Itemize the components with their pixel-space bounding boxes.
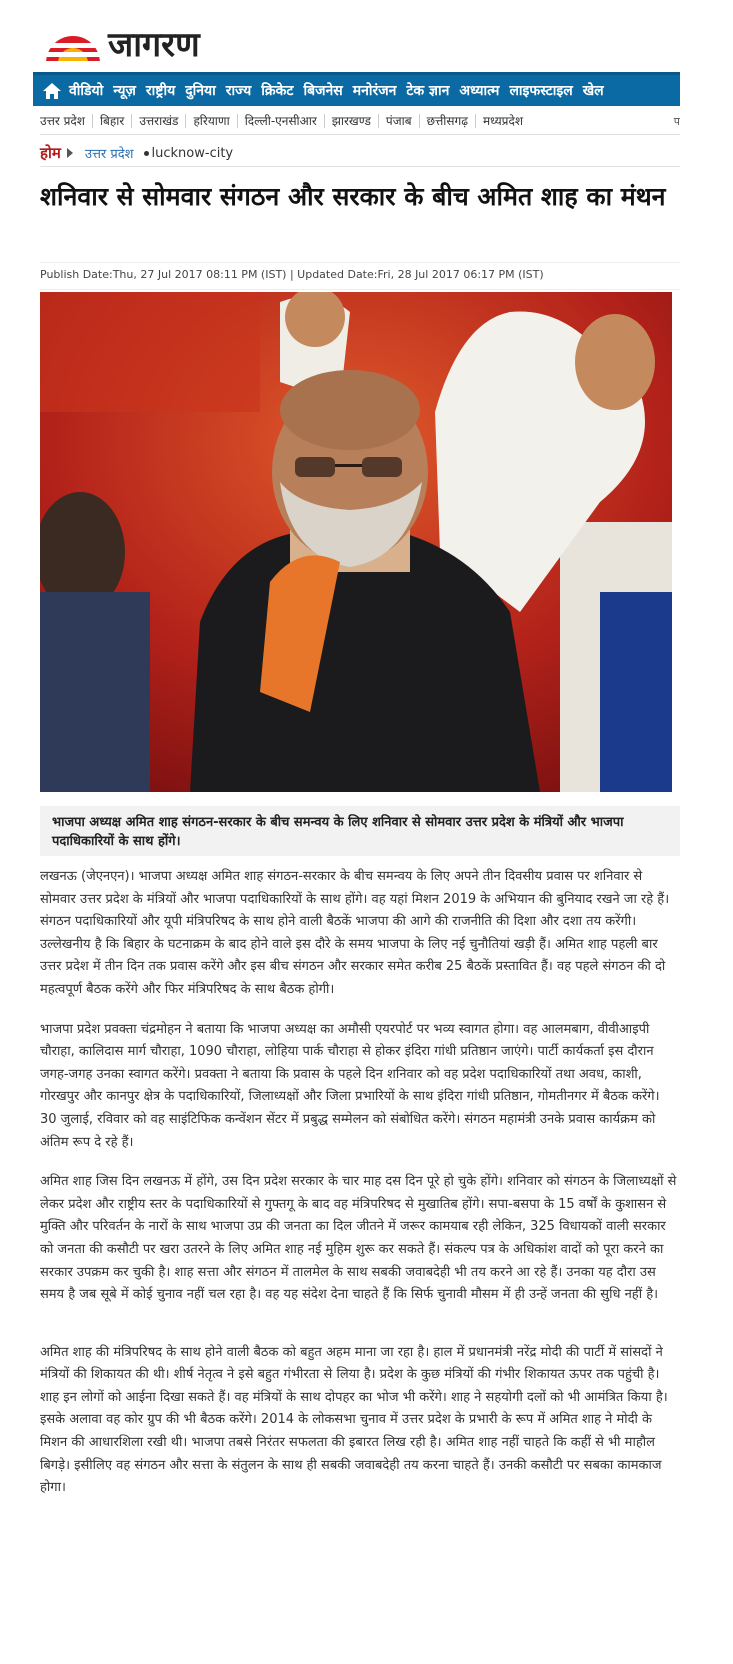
article-paragraph: लखनऊ (जेएनएन)। भाजपा अध्यक्ष अमित शाह संगठन-सरकार के बीच समन्वय के लिए अपने तीन दिवसीय प्रवास पर शनिवार से सोमवार उत्तर प्रदेश के मंत्रियों और भाजपा पदाधिकारियों के साथ होंगे। वह यहां मिशन 2019 के अभियान की बुनियाद रखने जा रहे हैं। संगठन पदाधिकारियों और यूपी मंत्रिपरिषद के साथ होने वाली बैठकें भाजपा की आगे की राजनीति की दिशा और दशा तय करेंगी। उल्लेखनीय है कि बिहार के घटनाक्रम के बाद होने वाले इस दौरे के समय भाजपा के लिए नई चुनौतियां खड़ी हैं। अमित शाह पहली बार उत्तर प्रदेश में तीन दिन तक प्रवास करेंगे और इस बीच संगठन और सरकार समेत करीब 25 बैठकें प्रस्तावित हैं। वह पहले संगठन की दो महत्वपूर्ण बैठक करेंगे और फिर मंत्रिपरिषद के साथ बैठक होगी। (40, 869, 670, 997)
publish-meta: Publish Date:Thu, 27 Jul 2017 08:11 PM (IST) | Updated Date:Fri, 28 Jul 2017 06:17 PM (IST) (40, 262, 680, 290)
nav-item[interactable]: अध्यात्म (459, 83, 500, 99)
nav-item[interactable]: न्यूज़ (113, 83, 136, 99)
breadcrumb-home[interactable]: होम (40, 144, 61, 162)
nav-item[interactable]: क्रिकेट (261, 83, 294, 99)
nav-item[interactable]: राष्ट्रीय (145, 83, 176, 99)
article-body (40, 866, 680, 1517)
article-photo (40, 292, 672, 792)
breadcrumb (40, 140, 680, 167)
article-paragraph: अमित शाह जिस दिन लखनऊ में होंगे, उस दिन प्रदेश सरकार के चार माह दस दिन पूरे हो चुके होंगे। शनिवार को संगठन के जिलाध्यक्षों से लेकर प्रदेश और राष्ट्रीय स्तर के पदाधिकारियों से गुफ्तगू के बाद वह मंत्रिपरिषद से मुखातिब होंगे। सपा-बसपा के 15 वर्षों के कुशासन से मुक्ति और परिवर्तन के नारों के साथ भाजपा उप्र की जनता का दिल जीतने में जरूर कामयाब रही लेकिन, 325 विधायकों वाली सरकार को जनता की कसौटी पर खरा उतरने के लिए अमित शाह नई मुहिम शुरू कर सकते हैं। संकल्प पत्र के अधिकांश वादों को पूरा करने का सरकार उपक्रम कर चुकी है। शाह सत्ता और संगठन में तालमेल के साथ सबकी जवाबदेही भी तय करने आ रहे हैं। उनका यह दौरा उस समय है जब सूबे में कोई चुनाव नहीं चल रहा है। वह यह संदेश देना चाहते हैं कि सिर्फ चुनावी मौसम में ही उन्हें जनता की सुधि नहीं है। (40, 1174, 677, 1303)
sun-logo-icon (40, 28, 106, 61)
state-nav-item[interactable]: उत्तर प्रदेश (40, 114, 93, 128)
photo-caption: भाजपा अध्यक्ष अमित शाह संगठन-सरकार के बीच समन्वय के लिए शनिवार से सोमवार उत्तर प्रदेश के मंत्रियों और भाजपा पदाधिकारियों के साथ होंगे। (40, 806, 680, 856)
state-nav-item[interactable]: दिल्ली-एनसीआर (238, 114, 325, 128)
state-nav-more[interactable]: प (673, 114, 680, 128)
article-paragraph: अमित शाह की मंत्रिपरिषद के साथ होने वाली बैठक को बहुत अहम माना जा रहा है। हाल में प्रधानमंत्री नरेंद्र मोदी की पार्टी में सांसदों ने मंत्रियों की शिकायत की थी। शीर्ष नेतृत्व ने इसे बहुत गंभीरता से लिया है। प्रदेश के कुछ मंत्रियों की गंभीर शिकायत ऊपर तक पहुंची है। शाह इन लोगों को आईना दिखा सकते हैं। वह मंत्रियों के साथ दोपहर का भोज भी करेंगे। शाह ने सहयोगी दलों को भी आमंत्रित किया है। इसके अलावा वह कोर ग्रुप की भी बैठक करेंगे। 2014 के लोकसभा चुनाव में उत्तर प्रदेश के प्रभारी के रूप में अमित शाह ने मोदी के मिशन की आधारशिला रखी थी। भाजपा तबसे निरंतर सफलता की इबारत लिख रही है। अमित शाह नहीं चाहते कि कहीं से भी माहौल बिगड़े। इसीलिए वह संगठन और सत्ता के संतुलन के साथ ही सबकी जवाबदेही तय करना चाहते हैं। उनकी कसौटी पर सबका कामकाज होगा। (40, 1344, 668, 1496)
home-icon[interactable] (41, 81, 63, 101)
state-nav-item[interactable]: उत्तराखंड (132, 114, 186, 128)
state-nav-item[interactable]: मध्यप्रदेश (483, 114, 524, 128)
nav-item[interactable]: बिजनेस (303, 83, 343, 99)
state-nav-item[interactable]: छत्तीसगढ़ (420, 114, 476, 128)
photo-illustration (40, 292, 672, 792)
article-title: शनिवार से सोमवार संगठन और सरकार के बीच अमित शाह का मंथन (40, 182, 666, 211)
breadcrumb-arrow-icon (67, 148, 73, 158)
nav-item[interactable]: लाइफस्टाइल (509, 83, 573, 99)
bullet-icon (144, 151, 149, 156)
state-nav-item[interactable]: बिहार (93, 114, 132, 128)
main-nav (33, 72, 680, 106)
nav-item[interactable]: दुनिया (185, 83, 216, 99)
nav-item[interactable]: खेल (582, 83, 604, 99)
nav-item[interactable]: वीडियो (69, 83, 104, 99)
state-nav-item[interactable]: हरियाणा (186, 114, 237, 128)
nav-item[interactable]: राज्य (225, 83, 252, 99)
state-nav-item[interactable]: पंजाब (379, 114, 420, 128)
breadcrumb-state[interactable]: उत्तर प्रदेश (84, 147, 134, 162)
site-logo[interactable] (40, 22, 240, 66)
logo-text: जागरण (108, 25, 200, 65)
article-paragraph: भाजपा प्रदेश प्रवक्ता चंद्रमोहन ने बताया कि भाजपा अध्यक्ष का अमौसी एयरपोर्ट पर भव्य स्वागत होगा। वह आलमबाग, वीवीआइपी चौराहा, कालिदास मार्ग चौराहा, 1090 चौराहा, लोहिया पार्क चौराहा से होकर इंदिरा गांधी प्रतिष्ठान जाएंगे। पार्टी कार्यकर्ता इस दौरान जगह-जगह उनका स्वागत करेंगे। प्रवक्ता ने बताया कि प्रवास के पहले दिन शनिवार को वह प्रदेश पदाधिकारियों तथा अवध, काशी, गोरखपुर और कानपुर क्षेत्र के पदाधिकारियों, जिलाध्यक्षों और जिला प्रभारियों के साथ इंदिरा गांधी प्रतिष्ठान, गोमतीनगर में बैठक करेंगे। 30 जुलाई, रविवार को वह साइंटिफिक कन्वेंशन सेंटर में प्रबुद्ध सम्मेलन को संबोधित करेंगे। संगठन महामंत्री उनके प्रवास कार्यक्रम को अंतिम रूप दे रहे हैं। (40, 1021, 660, 1150)
breadcrumb-city[interactable]: lucknow-city (151, 145, 234, 161)
state-nav-item[interactable]: झारखण्ड (325, 114, 379, 128)
state-nav (40, 108, 680, 135)
nav-item[interactable]: टेक ज्ञान (406, 83, 450, 99)
nav-item[interactable]: मनोरंजन (352, 83, 397, 99)
